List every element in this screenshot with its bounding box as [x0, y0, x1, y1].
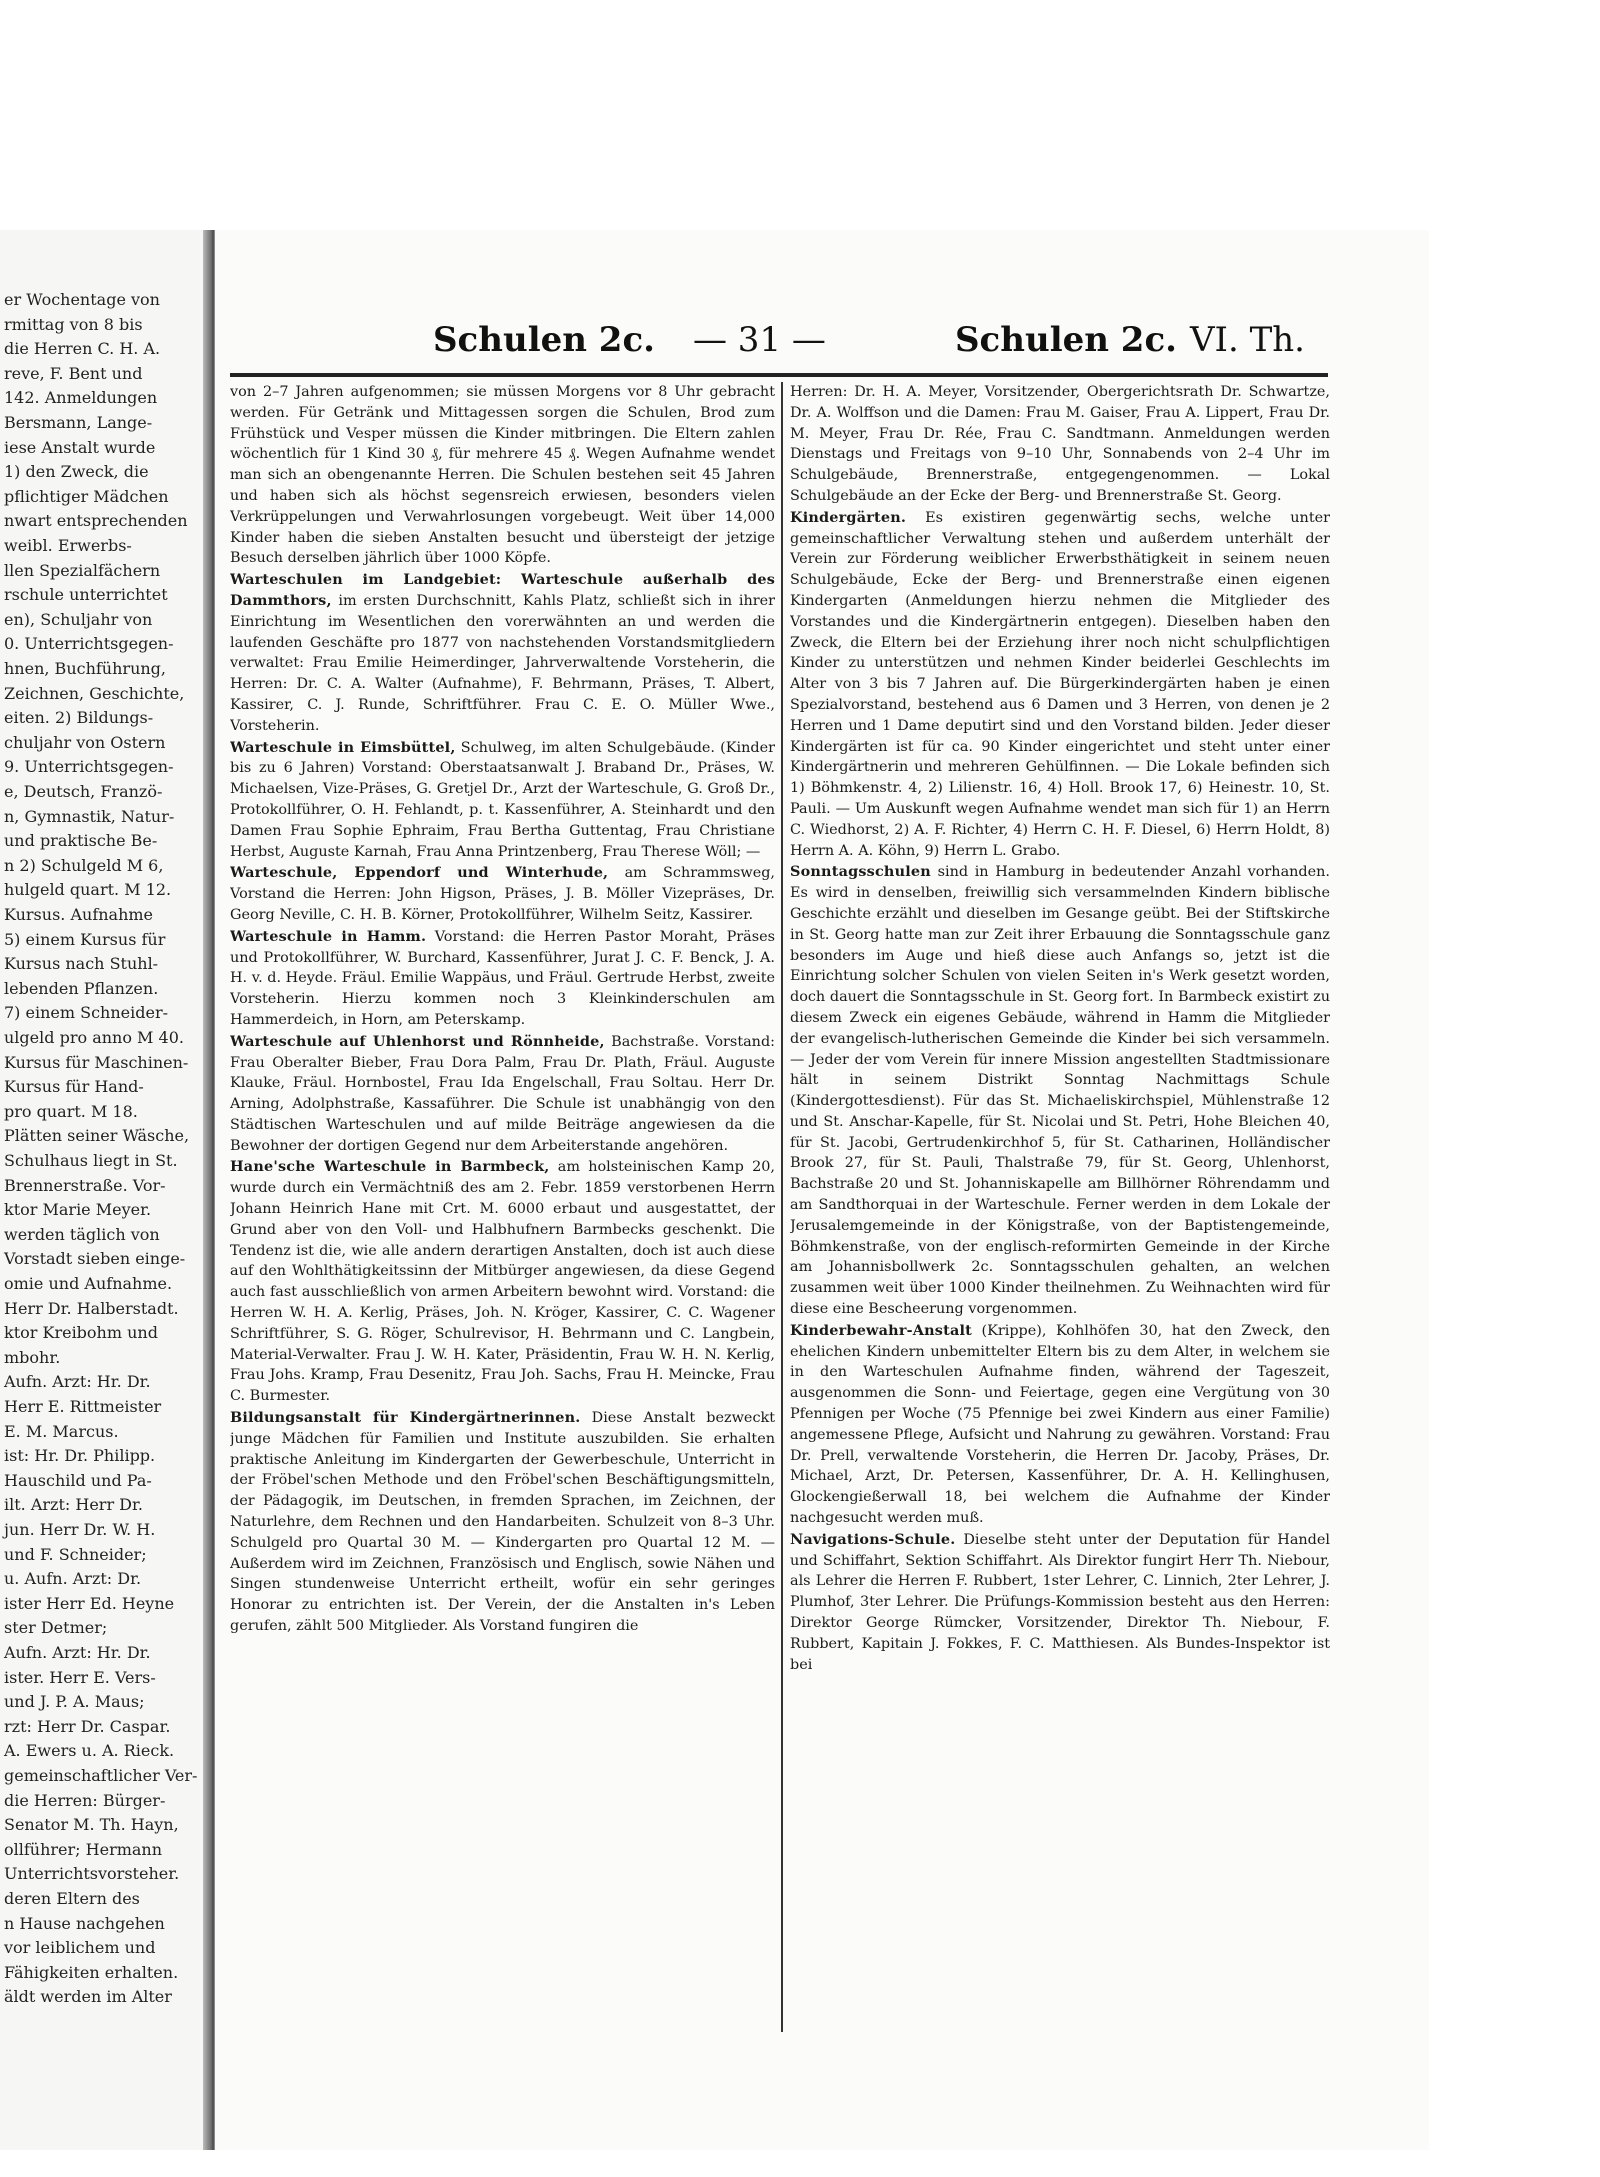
- entry-text: Bachstraße. Vorstand: Frau Oberalter Bieber, Frau Dora Palm, Frau Dr. Plath, Fräul. Auguste Klauke, Fräul. Hornbostel, Frau Ida Engelschall, Frau Soltau. Herr Dr. Arning, Adolphstraße, Kassaführer. Die Schule ist unabhängig von den Städtischen Warteschulen und auf milde Beiträge angewiesen da die Bewohner der dortigen Gegend nur dem Arbeiterstande angehören.: [230, 1033, 775, 1154]
- previous-page-line: chuljahr von Ostern: [4, 732, 166, 752]
- previous-page-line: Schulhaus liegt in St.: [4, 1151, 178, 1170]
- entry-text: von 2–7 Jahren aufgenommen; sie müssen Morgens vor 8 Uhr gebracht werden. Für Getränk und Mittagessen sorgen die Schulen, Brod zum Frühstück und Vesper müssen die Kinder mitbringen. Die Eltern zahlen wöchentlich für 1 Kind 30 ₰, für mehrere 45 ₰. Wegen Aufnahme wendet man sich an obengenannte Herren. Die Schulen bestehen seit 45 Jahren und haben sich als höchst segensreich erwiesen, besonders vielen Verkrüppelungen und Verwahrlosungen vorgebeugt. Weit über 14,000 Kinder haben die sieben Anstalten besucht und übersteigt der jetzige Besuch derselben jährlich über 1000 Köpfe.: [230, 384, 775, 567]
- previous-page-line: E. M. Marcus.: [4, 1421, 119, 1441]
- previous-page-line: Kursus nach Stuhl-: [4, 954, 159, 974]
- previous-page-line: ister. Herr E. Vers-: [4, 1667, 156, 1687]
- entry-heading: Kinderbewahr-Anstalt: [790, 1321, 972, 1339]
- previous-page-line: Kursus. Aufnahme: [4, 905, 154, 924]
- column-divider: [781, 382, 783, 2032]
- previous-page-line: rschule unterrichtet: [4, 585, 168, 605]
- paragraph: [230, 1032, 775, 1157]
- previous-page-line: n 2) Schulgeld M 6,: [4, 855, 164, 875]
- page-number: — 31 —: [693, 320, 826, 360]
- previous-page-line: pro quart. M 18.: [4, 1101, 138, 1121]
- previous-page-edge: [0, 230, 214, 2150]
- entry-text: Es existiren gegenwärtig sechs, welche unter gemeinschaftlicher Verwaltung stehen und außerdem unterhält der Verein zur Förderung weiblicher Erwerbsthätigkeit in seinem neuen Schulgebäude, Ecke der Berg- und Brennerstraße einen eigenen Kindergarten (Anmeldungen hierzu nehmen die Mitglieder des Vorstandes und die Kindergärtnerin entgegen). Dieselben haben den Zweck, die Eltern bei der Erziehung ihrer noch nicht schulpflichtigen Kinder zu unterstützen und nehmen Kinder beiderlei Geschlechts im Alter von 3 bis 7 Jahren auf. Die Bürgerkindergärten haben je einen Spezialvorstand, bestehend aus 6 Damen und 3 Herren, von denen je 2 Herren und 1 Dame deputirt sind und den Vorstand bilden. Jeder dieser Kindergärten ist für ca. 90 Kinder eingerichtet und steht unter einer Kindergärtnerin und mehreren Gehülfinnen. — Die Lokale befinden sich 1) Böhmkenstr. 4, 2) Lilienstr. 16, 4) Holl. Brook 17, 6) Heinestr. 10, St. Pauli. — Um Auskunft wegen Aufnahme wendet man sich für 1) an Herrn C. Wiedhorst, 2) A. F. Richter, 4) Herrn C. H. F. Diesel, 6) Herrn Holdt, 8) Herrn A. A. Köhn, 9) Herrn L. Grabo.: [790, 509, 1330, 859]
- previous-page-line: u. Aufn. Arzt: Dr.: [4, 1569, 142, 1589]
- entry-text: am holsteinischen Kamp 20, wurde durch ein Vermächtniß des am 2. Febr. 1859 verstorbenen Herrn Johann Heinrich Hane mit Crt. M. 6000 erbaut und ausgestattet, der Grund aber von den Voll- und Halbhufnern Barmbecks geschenkt. Die Tendenz ist die, wie alle andern derartigen Anstalten, doch ist auch diese auf den Wohlthätigkeitssinn der Mitbürger angewiesen, da diese Gegend auch fast ausschließlich von armen Arbeitern bewohnt wird. Vorstand: die Herren W. H. A. Kerlig, Präses, Joh. N. Kröger, Kassirer, C. C. Wagener Schriftführer, S. G. Röger, Schulrevisor, H. Behrmann und C. Langbein, Material-Verwalter. Frau J. W. H. Kater, Präsidentin, Frau W. H. N. Kerlig, Frau Johs. Kramp, Frau Desenitz, Frau Joh. Sachs, Frau H. Meincke, Frau C. Burmester.: [230, 1159, 775, 1405]
- previous-page-line: gemeinschaftlicher Ver-: [4, 1766, 198, 1785]
- entry-heading: Kindergärten.: [790, 508, 907, 526]
- right-text-column: [790, 382, 1330, 2032]
- entry-heading: Bildungsanstalt für Kindergärtnerinnen.: [230, 1409, 581, 1427]
- previous-page-line: Herr Dr. Halberstadt.: [4, 1298, 179, 1318]
- previous-page-line: vor leiblichem und: [4, 1938, 156, 1958]
- previous-page-line: Fähigkeiten erhalten.: [4, 1962, 179, 1982]
- previous-page-line: rmittag von 8 bis: [4, 314, 143, 334]
- entry-text: Schulweg, im alten Schulgebäude. (Kinder bis zu 6 Jahren) Vorstand: Oberstaatsanwalt J. Braband Dr., Präses, W. Michaelsen, Vize-Präses, G. Gretjel Dr., Arzt der Warteschule, G. Groß Dr., Protokollführer, O. H. Fehlandt, p. t. Kassenführer, A. Steinhardt und den Damen Frau Sophie Ephraim, Frau Bertha Guttentag, Frau Christiane Herbst, Auguste Karnah, Frau Anna Printzenberg, Frau Therese Wöll; —: [230, 739, 775, 860]
- volume-label: VI. Th.: [1190, 320, 1305, 360]
- previous-page-line: mbohr.: [4, 1347, 61, 1367]
- previous-page-line: Kursus für Hand-: [4, 1077, 144, 1097]
- previous-page-line: hnen, Buchführung,: [4, 659, 166, 678]
- previous-page-line: nwart entsprechenden: [4, 511, 188, 531]
- previous-page-line: lebenden Pflanzen.: [4, 978, 159, 998]
- previous-page-line: deren Eltern des: [4, 1889, 140, 1908]
- previous-page-line: und J. P. A. Maus;: [4, 1692, 145, 1712]
- previous-page-line: die Herren: Bürger-: [4, 1790, 166, 1810]
- entry-heading: Warteschule in Eimsbüttel,: [230, 738, 456, 756]
- previous-page-line: Kursus für Maschinen-: [4, 1052, 189, 1072]
- previous-page-line: reve, F. Bent und: [4, 363, 143, 383]
- previous-page-line: Plätten seiner Wäsche,: [4, 1126, 190, 1146]
- previous-page-line: Herr E. Rittmeister: [4, 1397, 162, 1416]
- previous-page-line: ollführer; Hermann: [4, 1839, 163, 1859]
- previous-page-line: llen Spezialfächern: [4, 560, 161, 580]
- previous-page-line: 142. Anmeldungen: [4, 388, 158, 408]
- previous-page-line: n, Gymnastik, Natur-: [4, 806, 175, 826]
- entry-heading: Warteschule, Eppendorf und Winterhude,: [230, 864, 609, 882]
- entry-heading: Warteschule in Hamm.: [230, 927, 427, 945]
- previous-page-line: er Wochentage von: [4, 290, 160, 309]
- paragraph: [790, 508, 1330, 862]
- header-right-title: Schulen 2c.: [955, 320, 1177, 360]
- left-text-column: [230, 382, 775, 2032]
- previous-page-line: und praktische Be-: [4, 831, 158, 851]
- paragraph: [790, 382, 1330, 507]
- entry-heading: Hane'sche Warteschule in Barmbeck,: [230, 1158, 550, 1176]
- page-fold-shadow: [203, 230, 212, 2150]
- paragraph: [230, 382, 775, 569]
- previous-page-line: Hauschild und Pa-: [4, 1470, 152, 1490]
- previous-page-line: Vorstadt sieben einge-: [4, 1249, 186, 1269]
- previous-page-line: werden täglich von: [4, 1224, 160, 1244]
- previous-page-line: ilt. Arzt: Herr Dr.: [4, 1495, 143, 1515]
- previous-page-line: omie und Aufnahme.: [4, 1274, 173, 1293]
- previous-page-line: e, Deutsch, Franzö-: [4, 782, 163, 801]
- previous-page-line: 9. Unterrichtsgegen-: [4, 757, 174, 777]
- paragraph: [230, 1408, 775, 1637]
- running-header: [215, 320, 1429, 370]
- previous-page-line: und F. Schneider;: [4, 1544, 147, 1564]
- paragraph: [230, 570, 775, 736]
- previous-page-line: Aufn. Arzt: Hr. Dr.: [4, 1643, 151, 1662]
- previous-page-line: 0. Unterrichtsgegen-: [4, 634, 174, 654]
- previous-page-line: ulgeld pro anno M 40.: [4, 1028, 184, 1047]
- entry-heading: Navigations-Schule.: [790, 1530, 956, 1548]
- previous-page-line: en), Schuljahr von: [4, 609, 153, 629]
- paragraph: [230, 863, 775, 925]
- entry-text: Herren: Dr. H. A. Meyer, Vorsitzender, Obergerichtsrath Dr. Schwartze, Dr. A. Wolffson und die Damen: Frau M. Gaiser, Frau A. Lippert, Frau Dr. M. Meyer, Frau Dr. Rée, Frau C. Sandtmann. Anmeldungen werden Dienstags und Freitags von 9–10 Uhr, Sonnabends von 2–4 Uhr im Schulgebäude, Brennerstraße, entgegengenommen. — Lokal Schulgebäude an der Ecke der Berg- und Brennerstraße St. Georg.: [790, 384, 1330, 504]
- previous-page-line: iese Anstalt wurde: [4, 437, 156, 457]
- previous-page-line: ktor Kreibohm und: [4, 1323, 158, 1343]
- previous-page-line: Unterrichtsvorsteher.: [4, 1864, 180, 1884]
- previous-page-line: jun. Herr Dr. W. H.: [4, 1520, 156, 1539]
- previous-page-line: äldt werden im Alter: [4, 1987, 172, 2007]
- previous-page-line: 7) einem Schneider-: [4, 1003, 169, 1023]
- previous-page-line: weibl. Erwerbs-: [4, 536, 132, 555]
- entry-text: (Krippe), Kohlhöfen 30, hat den Zweck, den ehelichen Kindern unbemittelter Eltern bis zu dem Alter, in welchem sie in den Warteschulen Aufnahme finden, während der Tageszeit, ausgenommen die Sonn- und Feiertage, gegen eine Vergütung von 30 Pfennigen per Woche (75 Pfennige bei zwei Kindern aus einer Familie) angemessene Pflege, Aufsicht und Nahrung zu gewähren. Vorstand: Frau Dr. Prell, verwaltende Vorsteherin, die Herren Dr. Jacoby, Präses, Dr. Michael, Arzt, Dr. Petersen, Kassenführer, Dr. A. H. Kellinghusen, Glockengießerwall 18, bei welchem die Aufnahme der Kinder nachgesucht werden muß.: [790, 1322, 1330, 1527]
- paragraph: [230, 738, 775, 863]
- previous-page-line: A. Ewers u. A. Rieck.: [4, 1741, 175, 1761]
- entry-text: Diese Anstalt bezweckt junge Mädchen für Familien und Institute auszubilden. Sie erhalten praktische Anleitung im Kindergarten der Gewerbeschule, Unterricht in der Fröbel'schen Methode und den Fröbel'schen Beschäftigungsmitteln, der Pädagogik, im Deutschen, in fremden Sprachen, im Zeichnen, der Naturlehre, dem Rechnen und den Handarbeiten. Schulzeit von 8–3 Uhr. Schulgeld pro Quartal 30 M. — Kindergarten pro Quartal 12 M. — Außerdem wird im Zeichnen, Französisch und Englisch, sowie Nähen und Singen stundenweise Unterricht ertheilt, wofür ein sehr geringes Honorar zu entrichten ist. Der Verein, der die Anstalten in's Leben gerufen, zählt 500 Mitglieder. Als Vorstand fungiren die: [230, 1410, 775, 1635]
- paragraph: [790, 1321, 1330, 1529]
- previous-page-line: pflichtiger Mädchen: [4, 486, 169, 506]
- entry-text: am Schrammsweg, Vorstand die Herren: John Higson, Präses, J. B. Möller Vizepräses, Dr. Georg Neville, C. H. B. Körner, Protokollführer, Wilhelm Seitz, Kassirer.: [230, 865, 775, 923]
- previous-page-line: Senator M. Th. Hayn,: [4, 1815, 179, 1835]
- entry-text: sind in Hamburg in bedeutender Anzahl vorhanden. Es wird in denselben, freiwillig sich versammelnden Kindern biblische Geschichte erzählt und dieselben im Gesange geübt. Bei der Stiftskirche in St. Georg hatte man zur Zeit ihrer Erbauung die Sonntagsschule ganz besonders im Auge und hieß diese auch Anfangs so, jetzt ist die Einrichtung solcher Schulen von vielen Seiten in's Werk gesetzt worden, doch dauert die Sonntagsschule in St. Georg fort. In Barmbeck existirt zu diesem Zweck ein eigenes Gebäude, während in Hamm die Mitglieder der evangelisch-lutherischen Gemeinde die Kinder bei sich versammeln. — Jeder der vom Verein für innere Mission angestellten Stadtmissionare hält in seinem Distrikt Sonntag Nachmittags Schule (Kindergottesdienst). Für das St. Michaeliskirchspiel, Mühlenstraße 12 und St. Anschar-Kapelle, für St. Nicolai und St. Petri, Hohe Bleichen 40, für St. Jacobi, Gertrudenkirchhof 5, für St. Catharinen, Holländischer Brook 27, für St. Pauli, Thalstraße 79, für St. Georg, Uhlenhorst, Bachstraße 20 und St. Johanniskapelle am Billhörner Röhrendamm und am Sandthorquai in der Warteschule. Ferner werden in dem Lokale der Jerusalemgemeinde in der Königstraße, von der Baptistengemeinde, Böhmkenstraße, von der englisch-reformirten Gemeinde in der Kirche am Johannisbollwerk 2c. Sonntagsschulen gehalten, an welchen zusammen weit über 1000 Kinder theilnehmen. Zu Weihnachten wird für diese eine Bescheerung vorgenommen.: [790, 864, 1330, 1318]
- previous-page-line: Brennerstraße. Vor-: [4, 1175, 166, 1195]
- previous-page-line: ister Herr Ed. Heyne: [4, 1593, 175, 1613]
- entry-heading: Warteschule auf Uhlenhorst und Rönnheide,: [230, 1032, 605, 1050]
- previous-page-line: ktor Marie Meyer.: [4, 1200, 152, 1220]
- header-rule: [230, 373, 1328, 377]
- page: [214, 230, 1429, 2150]
- entry-text: Dieselbe steht unter der Deputation für Handel und Schiffahrt, Sektion Schiffahrt. Als Direktor fungirt Herr Th. Niebour, als Lehrer die Herren F. Rubbert, 1ster Lehrer, C. Linnich, 2ter Lehrer, J. Plumhof, 3ter Lehrer. Die Prüfungs-Kommission besteht aus den Herren: Direktor George Rümcker, Vorsitzender, Direktor Th. Niebour, F. Rubbert, Kapitain J. Fokkes, F. C. Matthiesen. Als Bundes-Inspektor ist bei: [790, 1531, 1330, 1673]
- previous-page-line: hulgeld quart. M 12.: [4, 880, 172, 900]
- entry-text: Vorstand: die Herren Pastor Moraht, Präses und Protokollführer, W. Burchard, Kassenführer, Jurat J. C. F. Benck, J. A. H. v. d. Heyde. Fräul. Emilie Wappäus, und Fräul. Gertrude Herbst, zweite Vorsteherin. Hierzu kommen noch 3 Kleinkinderschulen am Hammerdeich, in Horn, am Peterskamp.: [230, 928, 775, 1028]
- header-left-title: Schulen 2c.: [433, 320, 655, 360]
- paragraph: [230, 927, 775, 1031]
- previous-page-line: ster Detmer;: [4, 1618, 108, 1638]
- previous-page-line: n Hause nachgehen: [4, 1913, 165, 1933]
- previous-page-line: eiten. 2) Bildungs-: [4, 708, 154, 728]
- paragraph: [790, 1530, 1330, 1676]
- entry-heading: Warteschulen im Landgebiet: Warteschule außerhalb des Dammthors,: [230, 571, 775, 609]
- previous-page-line: die Herren C. H. A.: [4, 339, 161, 359]
- entry-text: im ersten Durchschnitt, Kahls Platz, schließt sich in ihrer Einrichtung im Wesentlichen den vorerwähnten an und werden die laufenden Geschäfte pro 1877 von nachstehenden Vorstandsmitgliedern verwaltet: Frau Emilie Heimerdinger, Jahrverwaltende Vorsteherin, die Herren: Dr. C. A. Walter (Aufnahme), F. Behrmann, Präses, T. Albert, Kassirer, C. J. Runde, Schriftführer. Frau C. E. O. Müller Wwe., Vorsteherin.: [230, 592, 775, 734]
- previous-page-line: Aufn. Arzt: Hr. Dr.: [4, 1372, 151, 1392]
- paragraph: [790, 862, 1330, 1320]
- entry-heading: Sonntagsschulen: [790, 863, 931, 881]
- previous-page-line: 5) einem Kursus für: [4, 929, 166, 949]
- previous-page-line: 1) den Zweck, die: [4, 462, 149, 482]
- previous-page-line: Bersmann, Lange-: [4, 413, 153, 432]
- previous-page-line: Zeichnen, Geschichte,: [4, 683, 185, 703]
- previous-page-line: rzt: Herr Dr. Caspar.: [4, 1716, 171, 1736]
- previous-page-line: ist: Hr. Dr. Philipp.: [4, 1446, 156, 1466]
- paragraph: [230, 1157, 775, 1407]
